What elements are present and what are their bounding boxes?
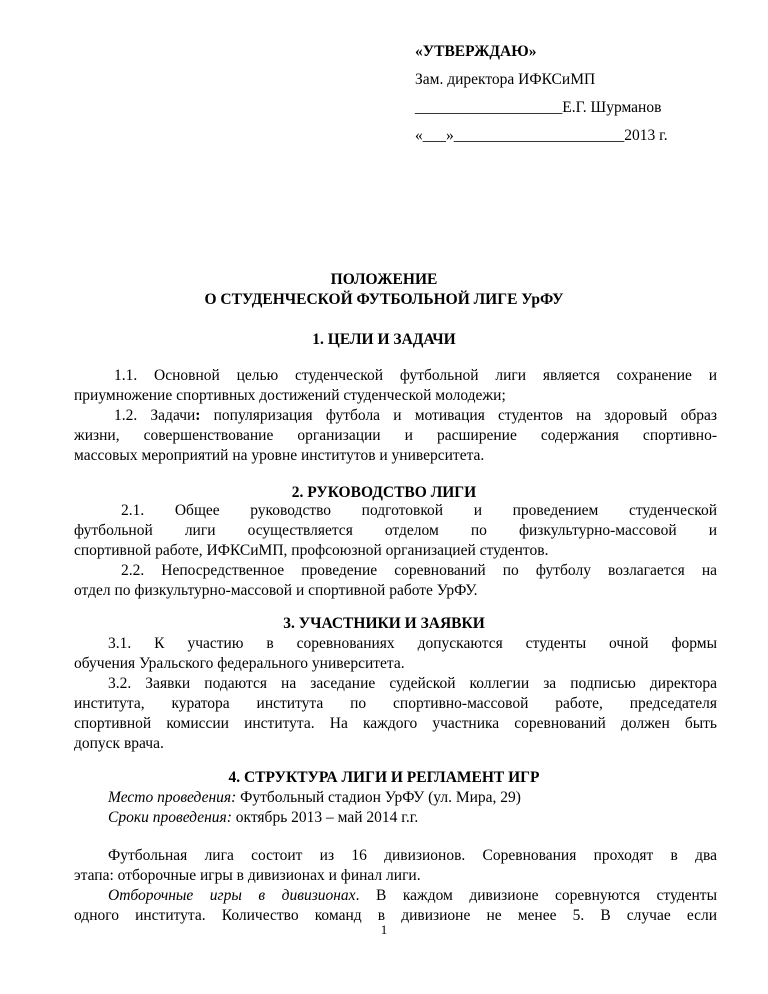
page-number: 1: [380, 922, 388, 937]
dates-label: Сроки проведения:: [108, 809, 232, 826]
document-title: ПОЛОЖЕНИЕ: [330, 271, 438, 288]
section-2-heading: 2. РУКОВОДСТВО ЛИГИ: [291, 484, 477, 501]
approval-signature: ___________________Е.Г. Шурманов: [415, 99, 662, 116]
paragraph-2-2-line-2: отдел по физкультурно-массовой и спортивной работе УрФУ.: [74, 582, 478, 599]
paragraph-2-2-line-1: 2.2. Непосредственное проведение соревнований по футболу возлагается на: [121, 562, 717, 579]
approval-heading: «УТВЕРЖДАЮ»: [415, 43, 537, 60]
approval-date: «___»______________________2013 г.: [415, 127, 668, 144]
dates-line: [108, 808, 418, 828]
section-1-heading: 1. ЦЕЛИ И ЗАДАЧИ: [312, 331, 456, 348]
venue-value: Футбольный стадион УрФУ (ул. Мира, 29): [236, 789, 521, 806]
paragraph-4-2-line-2: одного института. Количество команд в дивизионе не менее 5. В случае если: [74, 907, 717, 924]
paragraph-4-2-line-1: Отборочные игры в дивизионах. В каждом дивизионе соревнуются студенты: [108, 887, 717, 904]
paragraph-3-1-line-1: 3.1. К участию в соревнованиях допускаются студенты очной формы: [108, 635, 717, 652]
paragraph-3-2-line-2: института, куратора института по спортивно-массовой работе, председателя: [74, 695, 717, 712]
paragraph-3-1-line-2: обучения Уральского федерального университета.: [74, 655, 405, 672]
paragraph-2-1-line-3: спортивной работе, ИФКСиМП, профсоюзной организацией студентов.: [74, 542, 549, 559]
section-4-heading: 4. СТРУКТУРА ЛИГИ И РЕГЛАМЕНТ ИГР: [228, 769, 540, 786]
paragraph-3-2-line-3: спортивной комиссии института. На каждого участника соревнований должен быть: [74, 715, 717, 732]
dates-value: октябрь 2013 – май 2014 г.г.: [231, 809, 419, 826]
approval-position: Зам. директора ИФКСиМП: [415, 71, 596, 88]
paragraph-1-1-line-2: приумножение спортивных достижений студенческой молодежи;: [74, 387, 506, 404]
venue-label: Место проведения:: [108, 789, 237, 806]
paragraph-1-2-line-1: 1.2. Задачи: популяризация футбола и мотивация студентов на здоровый образ: [114, 407, 717, 424]
paragraph-1-2-line-2: жизни, совершенствование организации и расширение содержания спортивно-: [74, 427, 717, 444]
paragraph-3-2-line-1: 3.2. Заявки подаются на заседание судейской коллегии за подписью директора: [108, 675, 717, 692]
venue-line: [108, 788, 521, 808]
paragraph-2-1-line-1: 2.1. Общее руководство подготовкой и проведением студенческой: [121, 502, 717, 519]
paragraph-4-1-line-2: этапа: отборочные игры в дивизионах и финал лиги.: [74, 867, 421, 884]
paragraph-3-2-line-4: допуск врача.: [74, 735, 164, 752]
paragraph-4-1-line-1: Футбольная лига состоит из 16 дивизионов. Соревнования проходят в два: [108, 847, 717, 864]
document-subtitle: О СТУДЕНЧЕСКОЙ ФУТБОЛЬНОЙ ЛИГЕ УрФУ: [204, 291, 564, 308]
paragraph-1-1-line-1: 1.1. Основной целью студенческой футбольной лиги является сохранение и: [114, 367, 717, 384]
section-3-heading: 3. УЧАСТНИКИ И ЗАЯВКИ: [283, 615, 485, 632]
paragraph-1-2-line-3: массовых мероприятий на уровне институтов и университета.: [74, 447, 485, 464]
paragraph-2-1-line-2: футбольной лиги осуществляется отделом по физкультурно-массовой и: [74, 522, 717, 539]
